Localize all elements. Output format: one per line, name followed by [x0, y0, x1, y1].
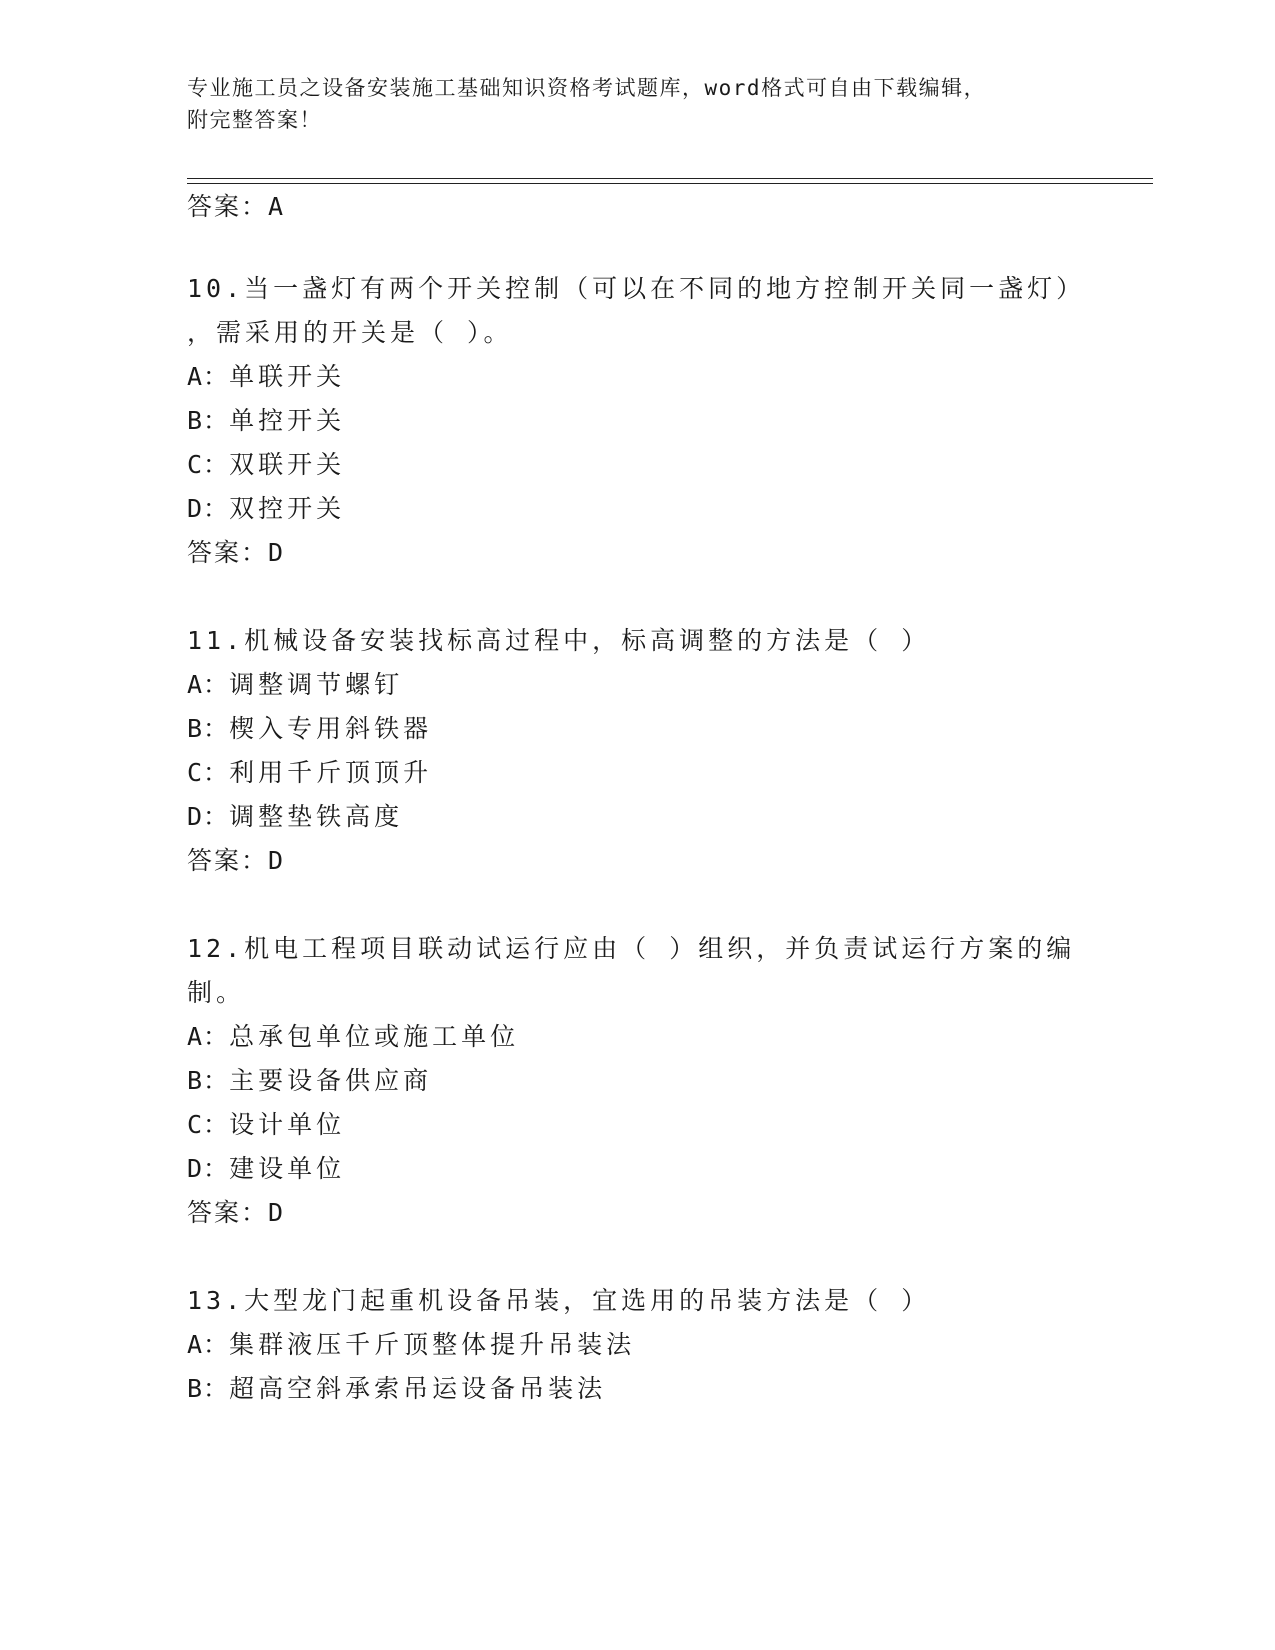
- question-stem: 13.大型龙门起重机设备吊装，宜选用的吊装方法是（ ）: [187, 1286, 931, 1315]
- option-letter: C：: [187, 758, 230, 787]
- option-d: [187, 800, 403, 834]
- header-line-1: 专业施工员之设备安装施工基础知识资格考试题库，word格式可自由下载编辑，: [187, 76, 987, 100]
- option-c: [187, 756, 432, 790]
- answer-line: [187, 190, 285, 224]
- answer-label: 答案：: [187, 846, 269, 875]
- answer-value: A: [268, 192, 286, 221]
- option-letter: A：: [187, 362, 230, 391]
- option-letter: B：: [187, 1374, 230, 1403]
- option-d: [187, 492, 345, 526]
- option-a: [187, 668, 403, 702]
- option-text: 单控开关: [229, 406, 346, 435]
- option-text: 双联开关: [229, 450, 346, 479]
- option-letter: D：: [187, 802, 230, 831]
- answer-label: 答案：: [187, 538, 269, 567]
- option-letter: B：: [187, 1066, 230, 1095]
- header-divider-top: [187, 178, 1153, 179]
- option-text: 总承包单位或施工单位: [229, 1022, 520, 1051]
- option-b: [187, 712, 432, 746]
- option-c: [187, 1108, 345, 1142]
- question-stem-continued: 制。: [187, 978, 246, 1007]
- option-text: 集群液压千斤顶整体提升吊装法: [229, 1330, 636, 1359]
- header-divider-bottom: [187, 183, 1153, 184]
- option-letter: A：: [187, 1022, 230, 1051]
- option-b: [187, 1372, 606, 1406]
- answer-value: D: [268, 538, 286, 567]
- option-text: 设计单位: [229, 1110, 346, 1139]
- option-letter: B：: [187, 406, 230, 435]
- option-a: [187, 1328, 635, 1362]
- answer-line: [187, 536, 285, 570]
- option-a: [187, 360, 345, 394]
- option-letter: C：: [187, 1110, 230, 1139]
- answer-label: 答案：: [187, 192, 269, 221]
- answer-label: 答案：: [187, 1198, 269, 1227]
- question-stem: 11.机械设备安装找标高过程中，标高调整的方法是（ ）: [187, 626, 931, 655]
- question-stem: 10.当一盏灯有两个开关控制（可以在不同的地方控制开关同一盏灯）: [187, 274, 1086, 303]
- answer-line: [187, 844, 285, 878]
- header-line-2: 附完整答案！: [187, 108, 322, 132]
- answer-line: [187, 1196, 285, 1230]
- option-text: 超高空斜承索吊运设备吊装法: [229, 1374, 607, 1403]
- option-b: [187, 1064, 432, 1098]
- option-text: 楔入专用斜铁器: [229, 714, 433, 743]
- question-stem: 12.机电工程项目联动试运行应由（ ）组织，并负责试运行方案的编: [187, 934, 1076, 963]
- option-b: [187, 404, 345, 438]
- option-letter: C：: [187, 450, 230, 479]
- option-letter: D：: [187, 494, 230, 523]
- option-letter: A：: [187, 1330, 230, 1359]
- option-d: [187, 1152, 345, 1186]
- option-letter: D：: [187, 1154, 230, 1183]
- option-c: [187, 448, 345, 482]
- option-letter: A：: [187, 670, 230, 699]
- option-text: 建设单位: [229, 1154, 346, 1183]
- option-a: [187, 1020, 519, 1054]
- option-text: 双控开关: [229, 494, 346, 523]
- option-text: 调整垫铁高度: [229, 802, 404, 831]
- option-text: 单联开关: [229, 362, 346, 391]
- option-text: 主要设备供应商: [229, 1066, 433, 1095]
- option-text: 利用千斤顶顶升: [229, 758, 433, 787]
- option-letter: B：: [187, 714, 230, 743]
- answer-value: D: [268, 846, 286, 875]
- answer-value: D: [268, 1198, 286, 1227]
- option-text: 调整调节螺钉: [229, 670, 404, 699]
- document-header: [187, 72, 1067, 136]
- question-stem-continued: ，需采用的开关是（ ）。: [187, 318, 513, 347]
